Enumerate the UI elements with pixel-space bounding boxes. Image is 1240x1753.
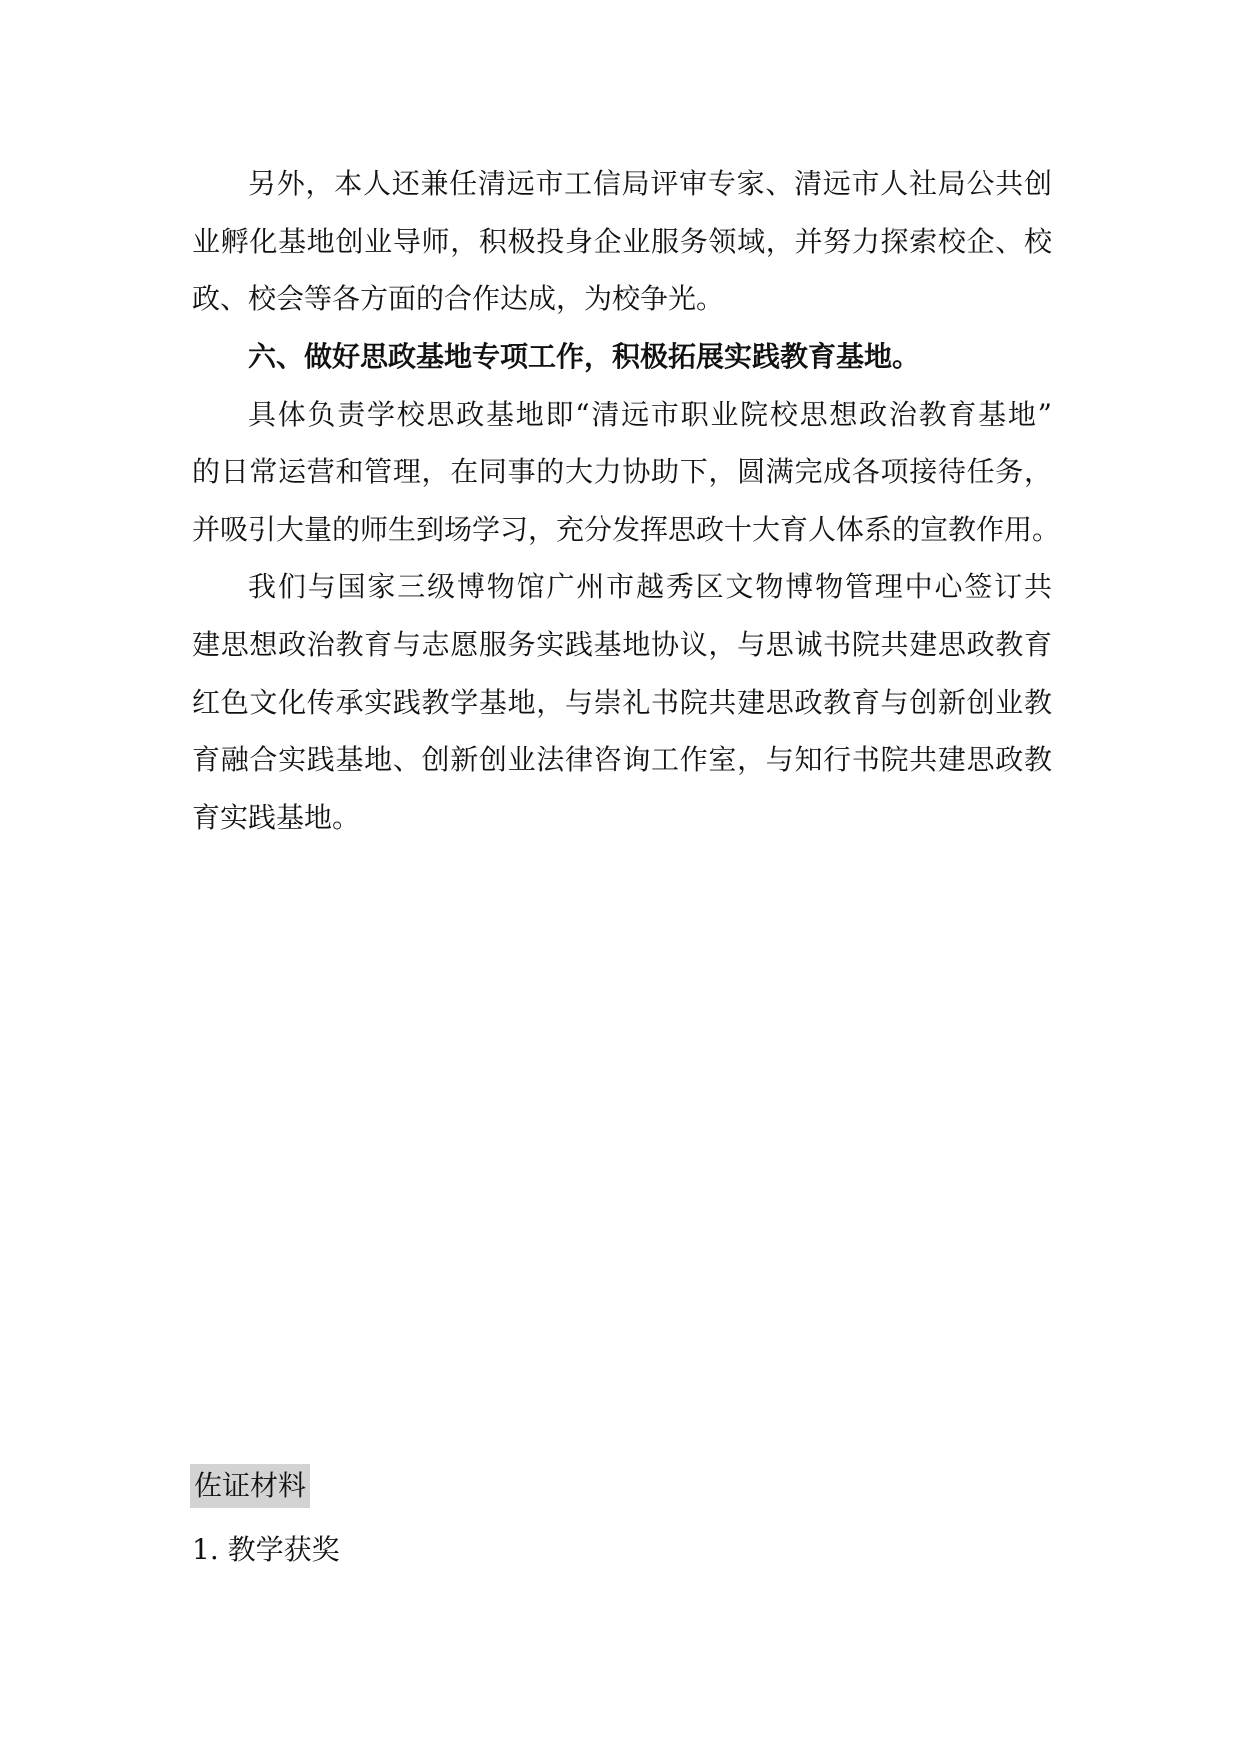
paragraph-1-line-2: 业孵化基地创业导师，积极投身企业服务领域，并努力探索校企、校 <box>192 225 1052 258</box>
evidence-item-teaching-awards: 1. 教学获奖 <box>192 1533 340 1566</box>
paragraph-3-line-5: 育实践基地。 <box>192 801 361 834</box>
paragraph-2-line-2: 的日常运营和管理，在同事的大力协助下，圆满完成各项接待任务， <box>192 455 1052 488</box>
paragraph-1-line-3: 政、校会等各方面的合作达成，为校争光。 <box>192 282 725 315</box>
paragraph-2-line-3: 并吸引大量的师生到场学习，充分发挥思政十大育人体系的宣教作用。 <box>192 513 1061 546</box>
paragraph-3-line-3: 红色文化传承实践教学基地，与崇礼书院共建思政教育与创新创业教 <box>192 686 1052 719</box>
section-6-heading: 六、做好思政基地专项工作，积极拓展实践教育基地。 <box>248 340 921 373</box>
evidence-materials-heading: 佐证材料 <box>190 1464 310 1508</box>
paragraph-2-line-1: 具体负责学校思政基地即“清远市职业院校思想政治教育基地” <box>248 398 1052 431</box>
paragraph-3-line-2: 建思想政治教育与志愿服务实践基地协议，与思诚书院共建思政教育 <box>192 628 1052 661</box>
paragraph-1-line-1: 另外，本人还兼任清远市工信局评审专家、清远市人社局公共创 <box>248 167 1052 200</box>
paragraph-3-line-1: 我们与国家三级博物馆广州市越秀区文物博物管理中心签订共 <box>248 570 1052 603</box>
paragraph-3-line-4: 育融合实践基地、创新创业法律咨询工作室，与知行书院共建思政教 <box>192 743 1052 776</box>
